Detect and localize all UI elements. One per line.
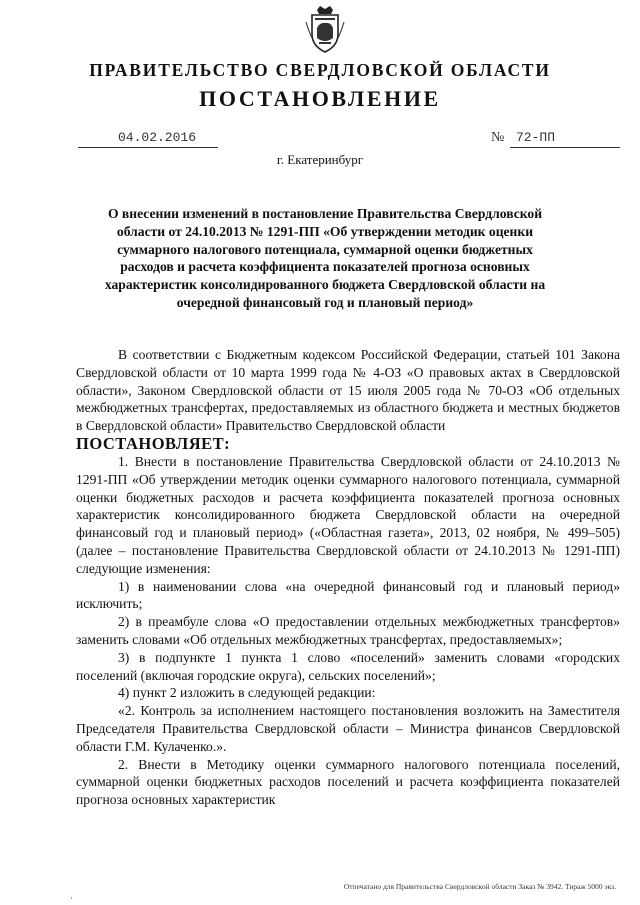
decree-word: ПОСТАНОВЛЯЕТ: <box>76 433 231 453</box>
preamble: В соответствии с Бюджетным кодексом Российской Федерации, статьей 101 Закона Свердловской области от 10 марта 1999 года № 4-ОЗ «О правовых актах в Свердловской области», Законом Свердловской области от 15 июля 2005 года № 70-ОЗ «Об отдельных межбюджетных трансфертах, предоставляемых из областного бюджета и местных бюджетов в Свердловской области» Правительство Свердловской области <box>76 347 620 434</box>
city: г. Екатеринбург <box>276 152 364 167</box>
paragraph-2: 2. Внести в Методику оценки суммарного налогового потенциала поселений, суммарной оценки бюджетных расходов поселений и расчета коэффициента показателей прогноза основных характеристик <box>76 756 620 808</box>
print-footer: Отпечатано для Правительства Свердловской области Заказ № 3942. Тираж 5000 экз. <box>343 882 616 891</box>
document-body <box>76 346 620 809</box>
document-date: 04.02.2016 <box>78 130 218 148</box>
document-title: О внесении изменений в постановление Правительства Свердловской области от 24.10.2013 № 1291-ПП «Об утверждении методик оценки суммарного налогового потенциала, суммарной оценки бюджетных расходов и расчета коэффициента показателей прогноза основных характеристик консолидированного бюджета Свердловской области на очередной финансовый год и плановый период» <box>104 206 546 310</box>
paragraph-1: 1. Внести в постановление Правительства Свердловской области от 24.10.2013 № 1291-ПП «Об утверждении методик оценки суммарного налогового потенциала, суммарной оценки бюджетных расходов и расчета коэффициента показателей прогноза основных характеристик консолидированного бюджета Свердловской области на очередной финансовый год и плановый период» («Областная газета», 2013, 02 ноября, № 499–505) (далее – постановление Правительства Свердловской области от 24.10.2013 № 1291-ПП) следующие изменения: <box>76 453 620 576</box>
paragraph-1-item-2: 2) в преамбуле слова «О предоставлении отдельных межбюджетных трансфертов» заменить словами «Об отдельных межбюджетных трансфертах, предоставляемых»; <box>76 614 620 647</box>
bottom-mark: · <box>70 893 73 903</box>
coat-of-arms-icon <box>300 4 350 54</box>
document-kind: ПОСТАНОВЛЕНИЕ <box>199 86 441 111</box>
paragraph-1-item-3: 3) в подпункте 1 пункта 1 слово «поселений» заменить словами «городских поселений (включая городские округа), сельских поселений»; <box>76 649 620 683</box>
number-sign: № <box>491 130 505 145</box>
paragraph-1-item-4-text: «2. Контроль за исполнением настоящего постановления возложить на Заместителя Председателя Правительства Свердловской области – Министра финансов Свердловской области Г.М. Кулаченко.». <box>76 703 620 754</box>
organization-title: ПРАВИТЕЛЬСТВО СВЕРДЛОВСКОЙ ОБЛАСТИ <box>89 60 551 80</box>
document-number: 72-ПП <box>510 130 620 148</box>
paragraph-1-item-1: 1) в наименовании слова «на очередной финансовый год и плановый период» исключить; <box>76 578 620 612</box>
paragraph-1-item-4: 4) пункт 2 изложить в следующей редакции: <box>118 685 376 701</box>
